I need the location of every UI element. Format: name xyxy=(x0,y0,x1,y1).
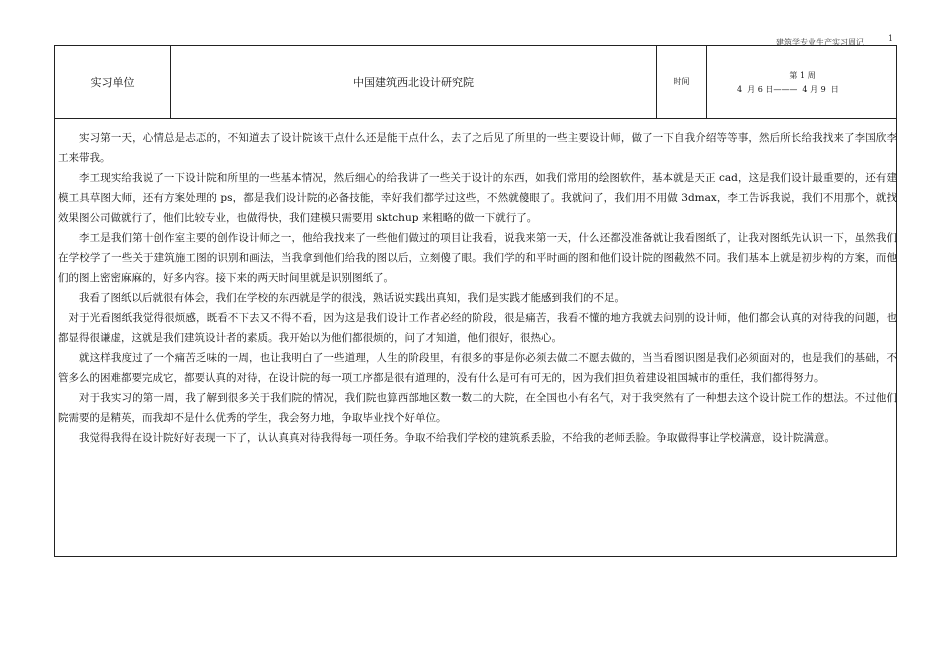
paragraph: 就这样我度过了一个痛苦乏味的一周，也让我明白了一些道理，人生的阶段里，有很多的事是你必须去做二不愿去做的，当当看图识图是我们必须面对的，也是我们的基础，不管多么的困难都要完成它，都要认真的对待，在设计院的每一项工序都是很有道理的，没有什么是可有可无的，因为我们担负着建设祖国城市的重任，我们都得努力。 xyxy=(58,352,897,384)
paragraph: 李工现实给我说了一下设计院和所里的一些基本情况，然后细心的给我讲了一些关于设计的东西，如我们常用的绘图软件，基本就是天正 cad，这是我们设计最重要的，还有建模工具草图大师，还有方案处理的 ps，都是我们设计院的必备技能，幸好我们都学过这些，不然就傻眼了。我就问了，我们用不用做 3dmax，李工告诉我说，我们不用那个，就找效果图公司做就行了，他们比较专业，也做得快，我们建模只需要用 sktchup 来粗略的做一下就行了。 xyxy=(58,172,897,224)
company-cell xyxy=(171,46,657,118)
page-number: 1 xyxy=(888,34,894,43)
paragraph: 李工是我们第十创作室主要的创作设计师之一，他给我找来了一些他们做过的项目让我看，说我来第一天，什么还都没准备就让我看图纸了，让我对图纸先认识一下，虽然我们在学校学了一些关于建筑施工图的识别和画法，当我拿到他们给我的图以后，立刻傻了眼。我们学的和平时画的图和他们设计院的图截然不同。我们基本上就是初步构的方案，而他们的图上密密麻麻的，好多内容。接下来的两天时间里就是识别图纸了。 xyxy=(58,232,897,284)
running-head: 建筑学专业生产实习周记 xyxy=(776,38,864,47)
week-number: 第 1 周 xyxy=(789,71,816,80)
journal-body xyxy=(55,118,898,448)
paragraph: 对于光看图纸我觉得很烦感，既看不下去又不得不看，因为这是我们设计工作者必经的阶段，很是痛苦，我看不懂的地方我就去问别的设计师，他们都会认真的对待我的问题，也都显得很谦虚，这就是我们建筑设计者的素质。我开始以为他们都很烦的，问了才知道，他们很好，很热心。 xyxy=(58,312,897,344)
unit-label: 实习单位 xyxy=(90,76,135,89)
time-label-cell xyxy=(657,46,707,118)
paragraph: 实习第一天，心情总是忐忑的，不知道去了设计院该干点什么还是能干点什么，去了之后见了所里的一些主要设计师，做了一下自我介绍等等事，然后所长给我找来了李国欣李工来带我。 xyxy=(58,132,897,164)
report-table xyxy=(54,45,897,557)
paragraph: 我觉得我得在设计院好好表现一下了，认认真真对待我得每一项任务。争取不给我们学校的建筑系丢脸，不给我的老师丢脸。争取做得事让学校满意，设计院满意。 xyxy=(79,432,835,444)
time-value-cell xyxy=(707,46,898,118)
paragraph: 对于我实习的第一周，我了解到很多关于我们院的情况，我们院也算西部地区数一数二的大院，在全国也小有名气，对于我突然有了一种想去这个设计院工作的想法。不过他们院需要的是精英，而我却不是什么优秀的学生，我会努力地，争取毕业找个好单位。 xyxy=(58,392,897,424)
date-range: 4 月 6 日——— 4 月 9 日 xyxy=(737,85,839,94)
header-row xyxy=(55,46,896,119)
unit-label-cell xyxy=(55,46,171,118)
company-name: 中国建筑西北设计研究院 xyxy=(353,76,474,89)
paragraph: 我看了图纸以后就很有体会，我们在学校的东西就是学的很浅，熟话说实践出真知，我们是实践才能感到我们的不足。 xyxy=(79,292,625,304)
time-label: 时间 xyxy=(673,77,690,86)
